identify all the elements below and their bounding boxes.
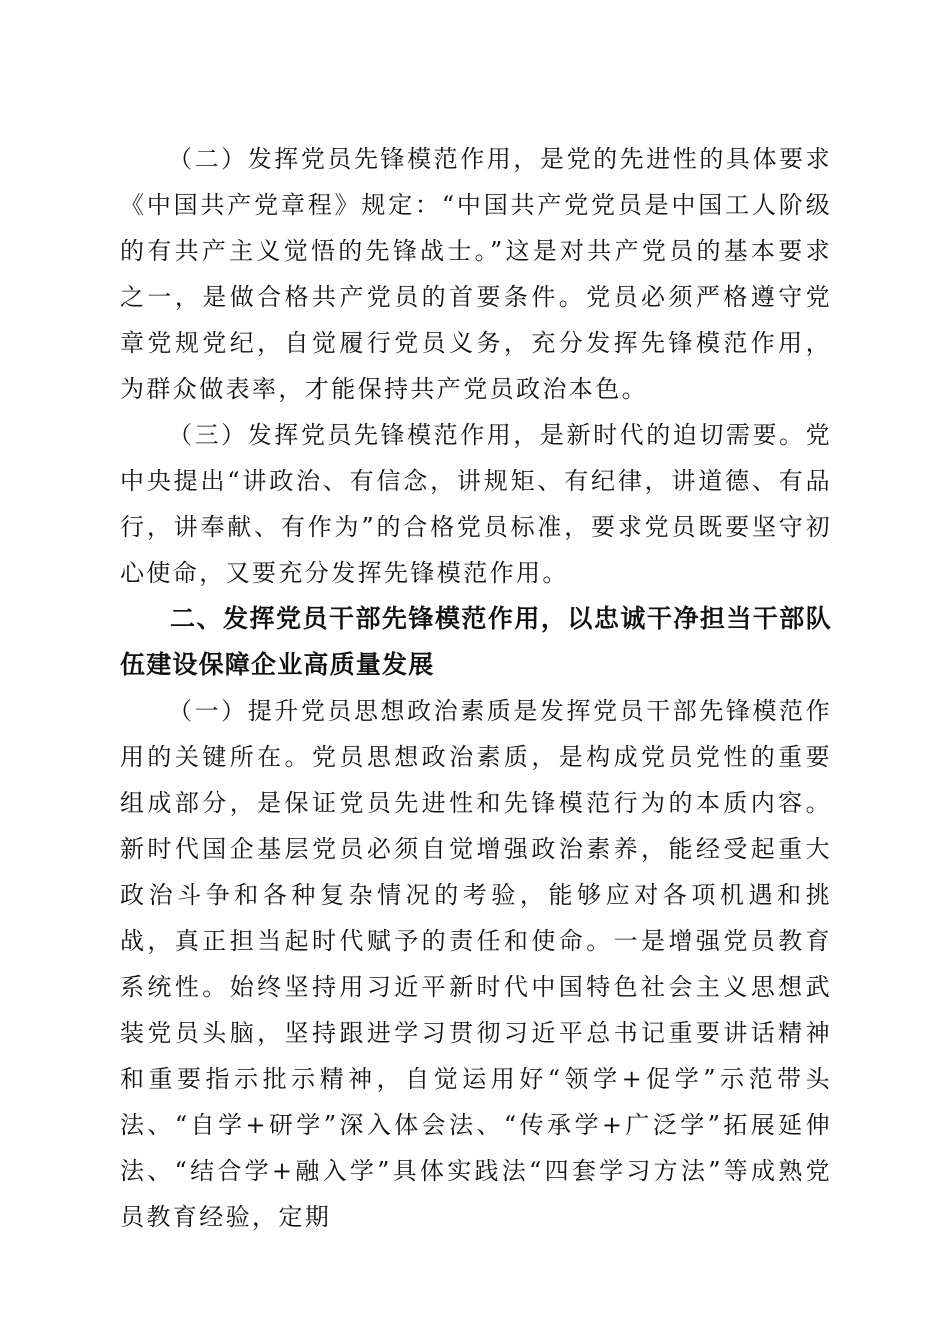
paragraph-section-1-2: （二）发挥党员先锋模范作用，是党的先进性的具体要求《中国共产党章程》规定：“中国共产党党员是中国工人阶级的有共产主义觉悟的先锋战士。”这是对共产党员的基本要求之一，是做合格共产党员的首要条件。党员必须严格遵守党章党规党纪，自觉履行党员义务，充分发挥先锋模范作用，为群众做表率，才能保持共产党员政治本色。 <box>120 145 832 403</box>
section-heading-2: 二、发挥党员干部先锋模范作用，以忠诚干净担当干部队伍建设保障企业高质量发展 <box>120 604 832 679</box>
paragraph-section-1-3: （三）发挥党员先锋模范作用，是新时代的迫切需要。党中央提出“讲政治、有信念，讲规矩、有纪律，讲道德、有品行，讲奉献、有作为”的合格党员标准，要求党员既要坚守初心使命，又要充分发挥先锋模范作用。 <box>120 421 832 587</box>
document-body <box>120 136 832 1240</box>
paragraph-section-2-1: （一）提升党员思想政治素质是发挥党员干部先锋模范作用的关键所在。党员思想政治素质，是构成党员党性的重要组成部分，是保证党员先进性和先锋模范行为的本质内容。新时代国企基层党员必须自觉增强政治素养，能经受起重大政治斗争和各种复杂情况的考验，能够应对各项机遇和挑战，真正担当起时代赋予的责任和使命。一是增强党员教育系统性。始终坚持用习近平新时代中国特色社会主义思想武装党员头脑，坚持跟进学习贯彻习近平总书记重要讲话精神和重要指示批示精神，自觉运用好“领学+促学”示范带头法、“自学+研学”深入体会法、“传承学+广泛学”拓展延伸法、“结合学+融入学”具体实践法“四套学习方法”等成熟党员教育经验，定期 <box>120 697 832 1231</box>
